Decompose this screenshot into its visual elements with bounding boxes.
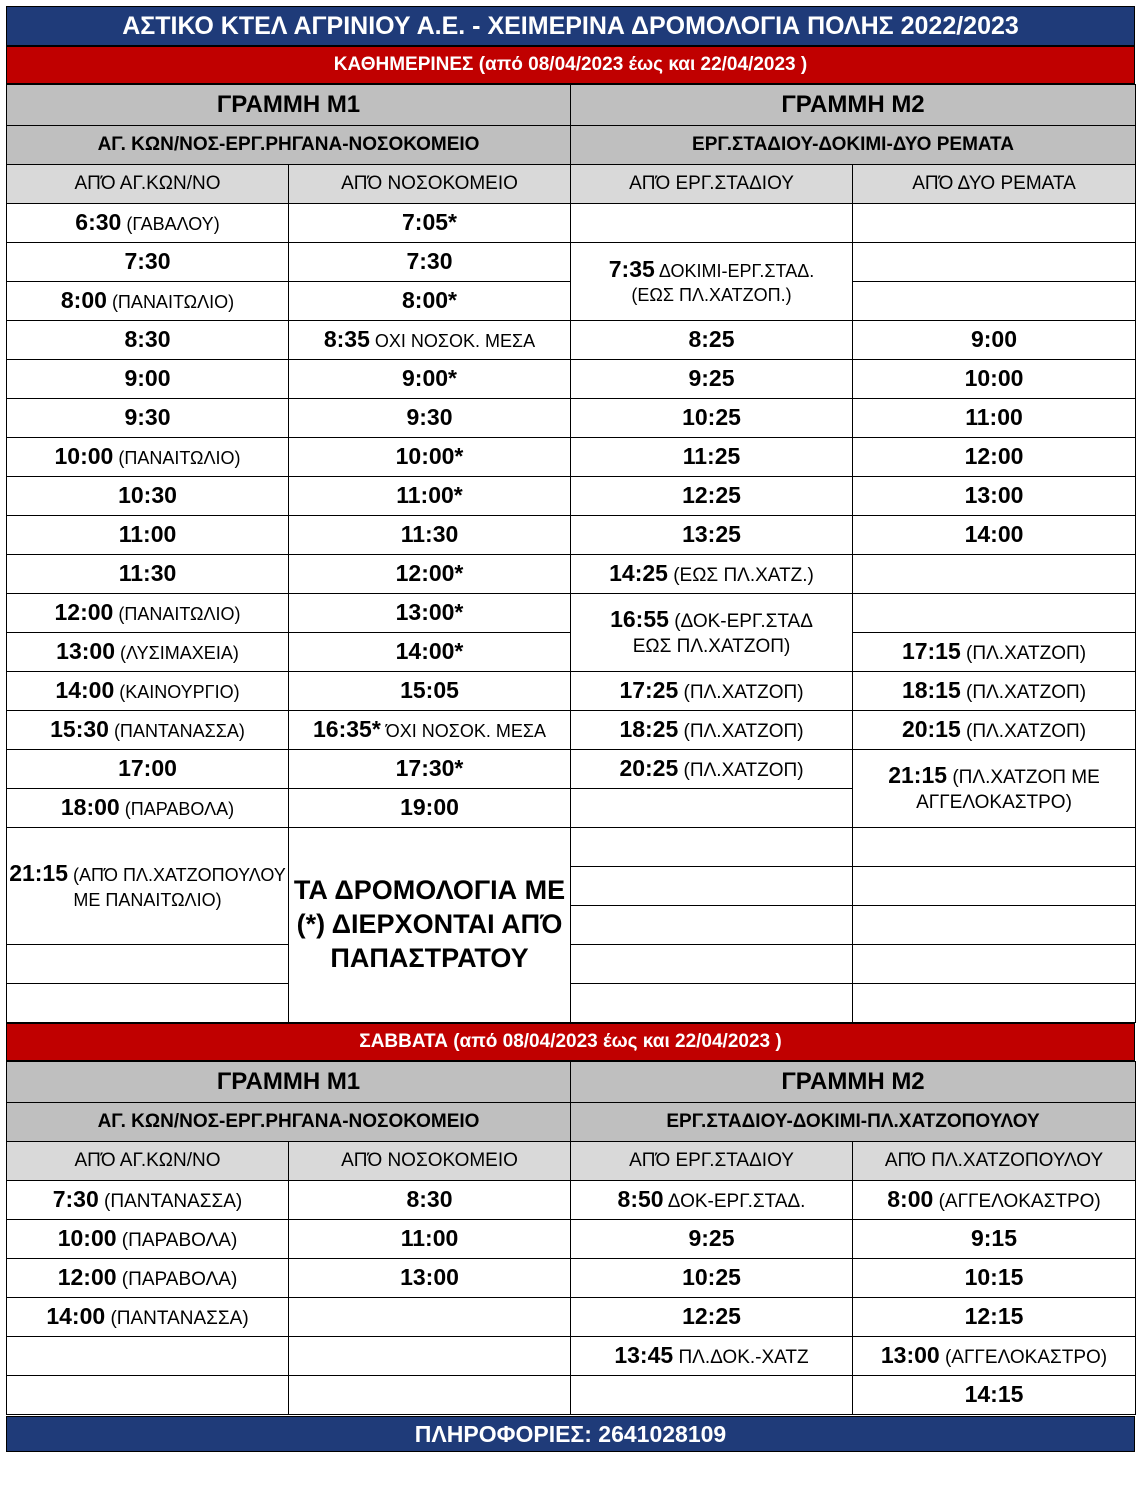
weekday-m2-stadium-cell: 20:25 (ΠΛ.ΧΑΤΖΟΠ) xyxy=(571,750,853,789)
weekday-m2-col-rivers: ΑΠΌ ΔΥΟ ΡΕΜΑΤΑ xyxy=(853,165,1136,204)
saturday-m1-center-cell: 12:00 (ΠΑΡΑΒΟΛΑ) xyxy=(7,1259,289,1298)
saturday-m2-square-cell: 10:15 xyxy=(853,1259,1136,1298)
weekday-m1-center-cell: 17:00 xyxy=(7,750,289,789)
saturday-m2-square-cell: 12:15 xyxy=(853,1298,1136,1337)
weekday-m2-rivers-cell xyxy=(853,867,1136,906)
weekday-m2-stadium-cell: 7:35 ΔΟΚΙΜΙ-ΕΡΓ.ΣΤΑΔ. (ΕΩΣ ΠΛ.ΧΑΤΖΟΠ.) xyxy=(571,243,853,321)
timetable-sheet xyxy=(6,6,1135,1452)
saturday-m2-square-cell: 9:15 xyxy=(853,1220,1136,1259)
weekday-m2-rivers-cell: 20:15 (ΠΛ.ΧΑΤΖΟΠ) xyxy=(853,711,1136,750)
weekday-table xyxy=(6,84,1136,1023)
weekday-m2-rivers-cell: 11:00 xyxy=(853,399,1136,438)
weekday-m1-hospital-cell: 7:30 xyxy=(289,243,571,282)
saturday-m1-center-cell xyxy=(7,1337,289,1376)
weekday-m2-rivers-cell: 10:00 xyxy=(853,360,1136,399)
saturday-m2-square-cell: 13:00 (ΑΓΓΕΛΟΚΑΣΤΡΟ) xyxy=(853,1337,1136,1376)
weekday-m1-col-hospital: ΑΠΌ ΝΟΣΟΚΟΜΕΙΟ xyxy=(289,165,571,204)
saturday-m1-center-cell: 7:30 (ΠΑΝΤΑΝΑΣΣΑ) xyxy=(7,1181,289,1220)
weekday-m1-hospital-cell: 8:00* xyxy=(289,282,571,321)
saturday-m2-square-cell: 8:00 (ΑΓΓΕΛΟΚΑΣΤΡΟ) xyxy=(853,1181,1136,1220)
weekday-m2-stadium-cell xyxy=(571,906,853,945)
weekday-m2-rivers-cell xyxy=(853,984,1136,1023)
saturday-table xyxy=(6,1061,1136,1415)
weekday-m2-stadium-cell xyxy=(571,789,853,828)
weekday-section-title: ΚΑΘΗΜΕΡΙΝΕΣ (από 08/04/2023 έως και 22/04/2023 ) xyxy=(6,46,1135,84)
weekday-m1-center-cell: 6:30 (ΓΑΒΑΛΟΥ) xyxy=(7,204,289,243)
saturday-m1-center-cell: 14:00 (ΠΑΝΤΑΝΑΣΣΑ) xyxy=(7,1298,289,1337)
weekday-m1-col-center: ΑΠΌ ΑΓ.ΚΩΝ/ΝΟ xyxy=(7,165,289,204)
weekday-m1-center-cell: 10:00 (ΠΑΝΑΙΤΩΛΙΟ) xyxy=(7,438,289,477)
weekday-m2-rivers-cell xyxy=(853,828,1136,867)
weekday-m1-hospital-cell: 12:00* xyxy=(289,555,571,594)
weekday-m1-line: ΓΡΑΜΜΗ Μ1 xyxy=(7,85,571,126)
weekday-m2-rivers-cell: 13:00 xyxy=(853,477,1136,516)
saturday-m2-stadium-cell: 13:45 ΠΛ.ΔΟΚ.-ΧΑΤΖ xyxy=(571,1337,853,1376)
weekday-m2-col-stadium: ΑΠΌ ΕΡΓ.ΣΤΑΔΙΟΥ xyxy=(571,165,853,204)
weekday-m2-rivers-cell xyxy=(853,204,1136,243)
weekday-m1-center-cell xyxy=(7,945,289,984)
saturday-m1-route: ΑΓ. ΚΩΝ/ΝΟΣ-ΕΡΓ.ΡΗΓΑΝΑ-ΝΟΣΟΚΟΜΕΙΟ xyxy=(7,1103,571,1142)
weekday-m2-stadium-cell: 8:25 xyxy=(571,321,853,360)
saturday-m1-col-hospital: ΑΠΌ ΝΟΣΟΚΟΜΕΙΟ xyxy=(289,1142,571,1181)
weekday-m2-rivers-cell xyxy=(853,282,1136,321)
info-phone: ΠΛΗΡΟΦΟΡΙΕΣ: 2641028109 xyxy=(6,1416,1135,1452)
weekday-m1-route: ΑΓ. ΚΩΝ/ΝΟΣ-ΕΡΓ.ΡΗΓΑΝΑ-ΝΟΣΟΚΟΜΕΙΟ xyxy=(7,126,571,165)
weekday-m1-center-cell: 9:00 xyxy=(7,360,289,399)
saturday-m1-center-cell xyxy=(7,1376,289,1415)
weekday-m1-center-cell: 8:00 (ΠΑΝΑΙΤΩΛΙΟ) xyxy=(7,282,289,321)
weekday-m2-stadium-cell: 11:25 xyxy=(571,438,853,477)
weekday-m2-rivers-cell xyxy=(853,555,1136,594)
weekday-m1-hospital-cell: 14:00* xyxy=(289,633,571,672)
saturday-m2-route: ΕΡΓ.ΣΤΑΔΙΟΥ-ΔΟΚΙΜΙ-ΠΛ.ΧΑΤΖΟΠΟΥΛΟΥ xyxy=(571,1103,1136,1142)
saturday-m2-stadium-cell: 12:25 xyxy=(571,1298,853,1337)
weekday-m2-rivers-cell: 9:00 xyxy=(853,321,1136,360)
saturday-m1-hospital-cell xyxy=(289,1298,571,1337)
weekday-m2-rivers-cell: 21:15 (ΠΛ.ΧΑΤΖΟΠ ΜΕ ΑΓΓΕΛΟΚΑΣΤΡΟ) xyxy=(853,750,1136,828)
weekday-m2-stadium-cell: 16:55 (ΔΟΚ-ΕΡΓ.ΣΤΑΔ ΕΩΣ ΠΛ.ΧΑΤΖΟΠ) xyxy=(571,594,853,672)
saturday-m2-square-cell: 14:15 xyxy=(853,1376,1136,1415)
weekday-m1-center-cell: 14:00 (ΚΑΙΝΟΥΡΓΙΟ) xyxy=(7,672,289,711)
weekday-m1-center-cell: 9:30 xyxy=(7,399,289,438)
saturday-m1-col-center: ΑΠΌ ΑΓ.ΚΩΝ/ΝΟ xyxy=(7,1142,289,1181)
weekday-m1-hospital-cell: 13:00* xyxy=(289,594,571,633)
weekday-m1-center-cell: 21:15 (ΑΠΌ ΠΛ.ΧΑΤΖΟΠΟΥΛΟΥ ΜΕ ΠΑΝΑΙΤΩΛΙΟ) xyxy=(7,828,289,945)
weekday-m2-stadium-cell: 18:25 (ΠΛ.ΧΑΤΖΟΠ) xyxy=(571,711,853,750)
weekday-m2-stadium-cell xyxy=(571,204,853,243)
saturday-m1-hospital-cell: 8:30 xyxy=(289,1181,571,1220)
weekday-m2-stadium-cell xyxy=(571,984,853,1023)
weekday-m1-center-cell: 7:30 xyxy=(7,243,289,282)
weekday-m1-center-cell: 10:30 xyxy=(7,477,289,516)
saturday-m1-center-cell: 10:00 (ΠΑΡΑΒΟΛΑ) xyxy=(7,1220,289,1259)
weekday-m2-stadium-cell xyxy=(571,945,853,984)
saturday-m2-stadium-cell: 9:25 xyxy=(571,1220,853,1259)
saturday-section-title: ΣΑΒΒΑΤΑ (από 08/04/2023 έως και 22/04/2023 ) xyxy=(6,1023,1135,1061)
weekday-m2-stadium-cell xyxy=(571,867,853,906)
saturday-m1-hospital-cell xyxy=(289,1376,571,1415)
weekday-m2-rivers-cell: 18:15 (ΠΛ.ΧΑΤΖΟΠ) xyxy=(853,672,1136,711)
weekday-m1-center-cell: 8:30 xyxy=(7,321,289,360)
weekday-m2-stadium-cell: 9:25 xyxy=(571,360,853,399)
weekday-m1-center-cell: 18:00 (ΠΑΡΑΒΟΛΑ) xyxy=(7,789,289,828)
weekday-m2-rivers-cell: 12:00 xyxy=(853,438,1136,477)
weekday-m1-center-cell: 15:30 (ΠΑΝΤΑΝΑΣΣΑ) xyxy=(7,711,289,750)
weekday-m2-rivers-cell: 17:15 (ΠΛ.ΧΑΤΖΟΠ) xyxy=(853,633,1136,672)
weekday-m1-hospital-cell: 9:00* xyxy=(289,360,571,399)
weekday-m1-hospital-cell: 16:35* ΌΧΙ ΝΟΣΟΚ. ΜΕΣΑ xyxy=(289,711,571,750)
weekday-m1-center-cell xyxy=(7,984,289,1023)
saturday-m2-col-stadium: ΑΠΌ ΕΡΓ.ΣΤΑΔΙΟΥ xyxy=(571,1142,853,1181)
saturday-m1-line: ΓΡΑΜΜΗ Μ1 xyxy=(7,1062,571,1103)
saturday-m2-stadium-cell: 10:25 xyxy=(571,1259,853,1298)
weekday-m2-stadium-cell: 12:25 xyxy=(571,477,853,516)
asterisk-footnote: ΤΑ ΔΡΟΜΟΛΟΓΙΑ ΜΕ (*) ΔΙΕΡΧΟΝΤΑΙ ΑΠΌ ΠΑΠΑΣΤΡΑΤΟΥ xyxy=(289,828,571,1023)
saturday-m2-stadium-cell xyxy=(571,1376,853,1415)
saturday-m1-hospital-cell xyxy=(289,1337,571,1376)
weekday-m2-stadium-cell: 17:25 (ΠΛ.ΧΑΤΖΟΠ) xyxy=(571,672,853,711)
saturday-m2-col-square: ΑΠΌ ΠΛ.ΧΑΤΖΟΠΟΥΛΟΥ xyxy=(853,1142,1136,1181)
saturday-m1-hospital-cell: 11:00 xyxy=(289,1220,571,1259)
weekday-m1-hospital-cell: 15:05 xyxy=(289,672,571,711)
weekday-m2-stadium-cell: 10:25 xyxy=(571,399,853,438)
weekday-m2-stadium-cell xyxy=(571,828,853,867)
weekday-m1-hospital-cell: 8:35 ΟΧΙ ΝΟΣΟΚ. ΜΕΣΑ xyxy=(289,321,571,360)
saturday-m2-stadium-cell: 8:50 ΔΟΚ-ΕΡΓ.ΣΤΑΔ. xyxy=(571,1181,853,1220)
weekday-m1-hospital-cell: 11:00* xyxy=(289,477,571,516)
weekday-m1-hospital-cell: 9:30 xyxy=(289,399,571,438)
weekday-m2-stadium-cell: 13:25 xyxy=(571,516,853,555)
weekday-m2-rivers-cell xyxy=(853,594,1136,633)
page-title: ΑΣΤΙΚΟ ΚΤΕΛ ΑΓΡΙΝΙΟΥ Α.Ε. - ΧΕΙΜΕΡΙΝΑ ΔΡΟΜΟΛΟΓΙΑ ΠΟΛΗΣ 2022/2023 xyxy=(6,6,1135,46)
weekday-m2-rivers-cell xyxy=(853,906,1136,945)
weekday-m1-hospital-cell: 7:05* xyxy=(289,204,571,243)
weekday-m2-rivers-cell xyxy=(853,945,1136,984)
weekday-m1-center-cell: 11:00 xyxy=(7,516,289,555)
saturday-m2-line: ΓΡΑΜΜΗ Μ2 xyxy=(571,1062,1136,1103)
weekday-m1-center-cell: 13:00 (ΛΥΣΙΜΑΧΕΙΑ) xyxy=(7,633,289,672)
weekday-m1-hospital-cell: 17:30* xyxy=(289,750,571,789)
weekday-m1-hospital-cell: 10:00* xyxy=(289,438,571,477)
weekday-m2-rivers-cell xyxy=(853,243,1136,282)
weekday-m1-center-cell: 12:00 (ΠΑΝΑΙΤΩΛΙΟ) xyxy=(7,594,289,633)
saturday-m1-hospital-cell: 13:00 xyxy=(289,1259,571,1298)
weekday-m1-center-cell: 11:30 xyxy=(7,555,289,594)
weekday-m2-stadium-cell: 14:25 (ΕΩΣ ΠΛ.ΧΑΤΖ.) xyxy=(571,555,853,594)
weekday-m2-rivers-cell: 14:00 xyxy=(853,516,1136,555)
weekday-m1-hospital-cell: 19:00 xyxy=(289,789,571,828)
weekday-m2-route: ΕΡΓ.ΣΤΑΔΙΟΥ-ΔΟΚΙΜΙ-ΔΥΟ ΡΕΜΑΤΑ xyxy=(571,126,1136,165)
weekday-m1-hospital-cell: 11:30 xyxy=(289,516,571,555)
weekday-m2-line: ΓΡΑΜΜΗ Μ2 xyxy=(571,85,1136,126)
